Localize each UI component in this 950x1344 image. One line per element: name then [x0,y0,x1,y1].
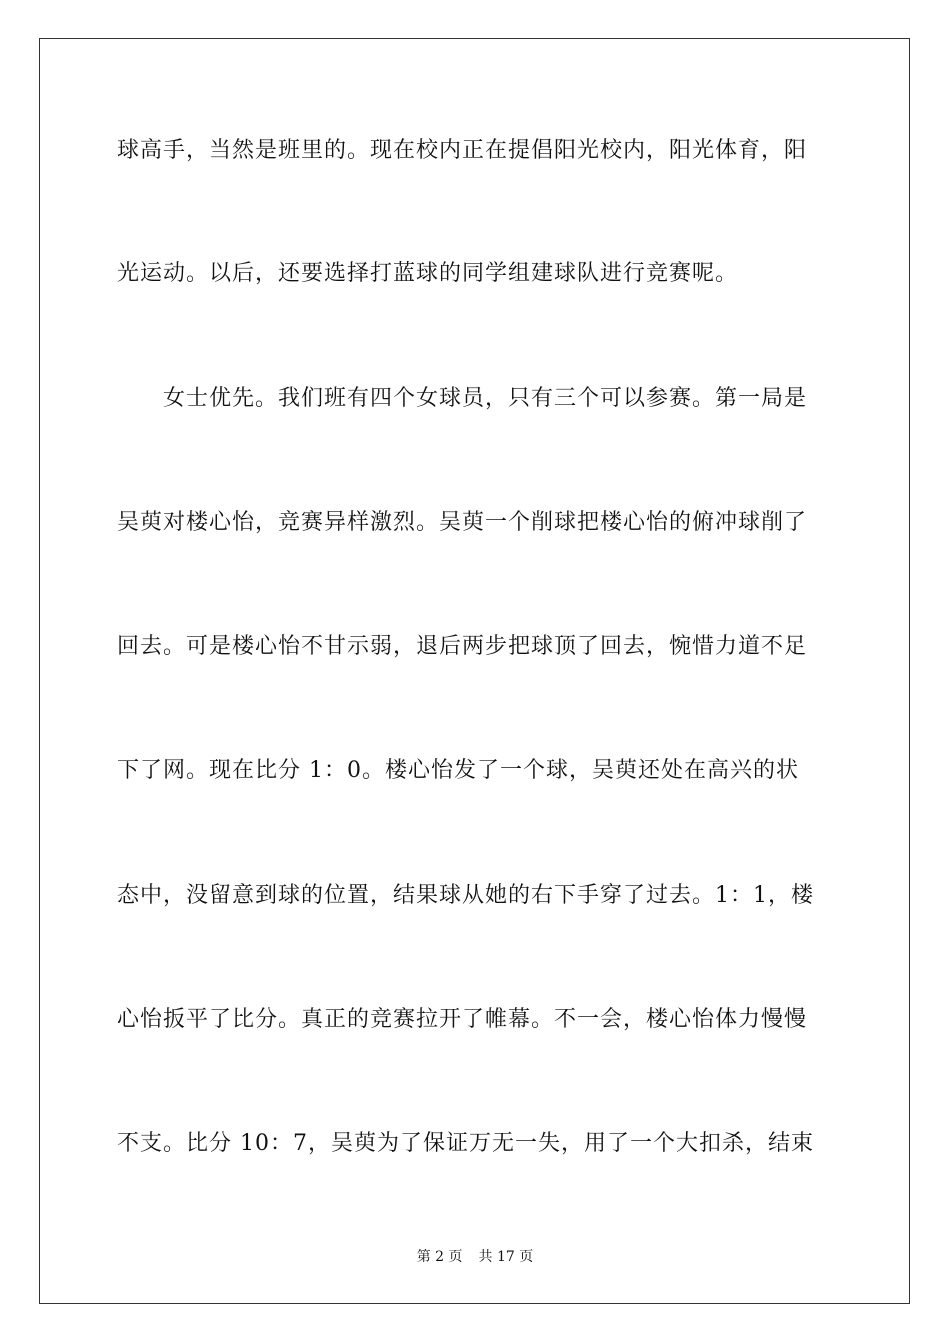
text-line-9: 不支。比分 10：7，吴萸为了保证万无一失，用了一个大扣杀，结束 [117,1131,814,1156]
page-total: 共 17 页 [478,1249,534,1265]
text-line-1: 球高手，当然是班里的。现在校内正在提倡阳光校内，阳光体育，阳 [117,138,808,163]
page-frame [39,38,910,1304]
text-line-2: 光运动。以后，还要选择打蓝球的同学组建球队进行竞赛呢。 [117,261,739,286]
text-line-4: 吴萸对楼心怡，竞赛异样激烈。吴萸一个削球把楼心怡的俯冲球削了 [117,510,808,535]
text-line-5: 回去。可是楼心怡不甘示弱，退后两步把球顶了回去，惋惜力道不足 [117,634,808,659]
text-line-7: 态中，没留意到球的位置，结果球从她的右下手穿了过去。1：1，楼 [117,883,814,908]
text-line-8: 心怡扳平了比分。真正的竞赛拉开了帷幕。不一会，楼心怡体力慢慢 [117,1007,808,1032]
text-line-3-paragraph-start: 女士优先。我们班有四个女球员，只有三个可以参赛。第一局是 [163,386,808,411]
page-number: 第 2 页 [416,1249,463,1265]
page-footer [0,1248,950,1266]
text-line-6: 下了网。现在比分 1：0。楼心怡发了一个球，吴萸还处在高兴的状 [117,758,799,783]
